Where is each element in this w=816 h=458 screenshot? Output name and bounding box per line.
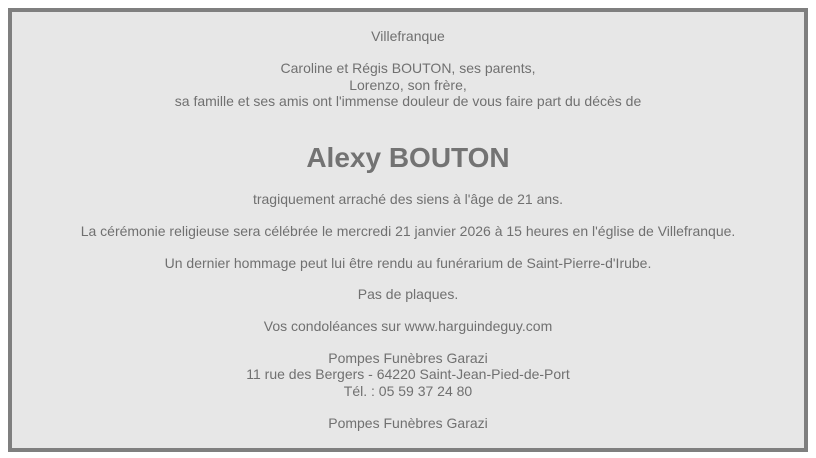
tribute-info: Un dernier hommage peut lui être rendu au funérarium de Saint-Pierre-d'Irube. [164,255,652,271]
signature: Pompes Funèbres Garazi [328,415,488,431]
age-line: tragiquement arraché des siens à l'âge de 21 ans. [252,191,564,207]
funeral-home-address: 11 rue des Bergers - 64220 Saint-Jean-Pied-de-Port [246,366,570,382]
ceremony-info: La cérémonie religieuse sera célébrée le mercredi 21 janvier 2026 à 15 heures en l'église de Villefranque. [80,223,736,239]
family-announcement: sa famille et ses amis ont l'immense douleur de vous faire part du décès de [174,93,642,109]
funeral-home-name: Pompes Funèbres Garazi [328,350,488,366]
town: Villefranque [371,28,445,44]
deceased-name: Alexy BOUTON [306,142,510,173]
family-parents: Caroline et Régis BOUTON, ses parents, [280,60,536,76]
flowers-info: Pas de plaques. [357,286,459,302]
obituary-notice [8,8,808,452]
condolences-info: Vos condoléances sur www.harguindeguy.com [263,318,553,334]
family-brother: Lorenzo, son frère, [349,77,467,93]
funeral-home-phone: Tél. : 05 59 37 24 80 [343,383,473,399]
